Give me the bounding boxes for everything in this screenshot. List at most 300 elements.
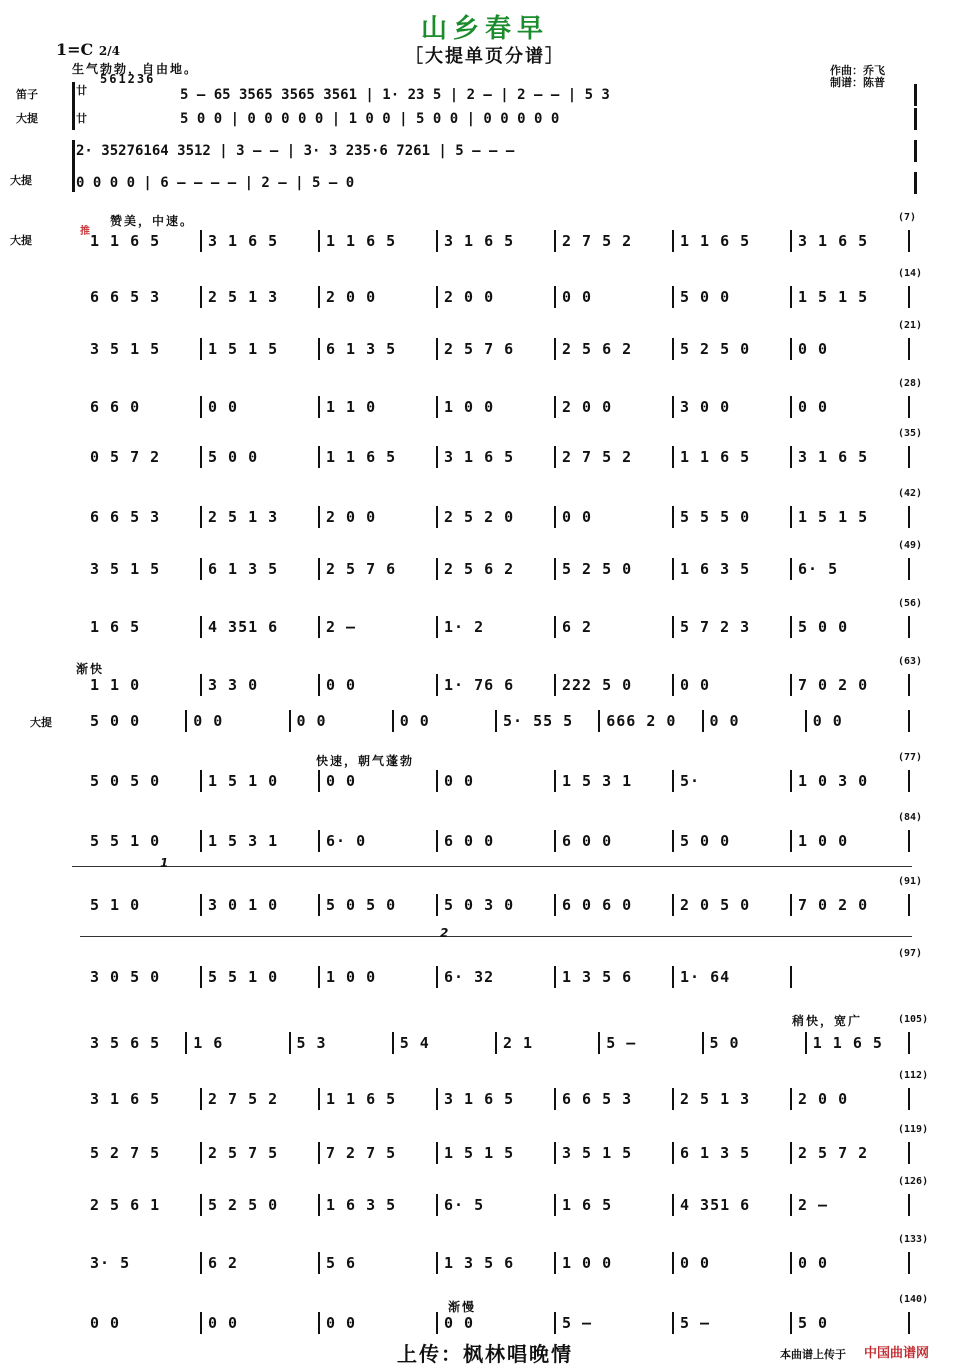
- barline: [908, 1088, 910, 1110]
- barline: [554, 1312, 556, 1334]
- measure: 3 1 6 5: [444, 1090, 515, 1108]
- barline: [598, 1032, 600, 1054]
- measure: 3 1 6 5: [90, 1090, 161, 1108]
- measure: 2 1: [503, 1034, 534, 1052]
- measure: 6· 5: [798, 560, 839, 578]
- barline: [318, 966, 320, 988]
- measure: 3 3 0: [208, 676, 259, 694]
- measure-number: (21): [898, 320, 923, 331]
- barline: [318, 1252, 320, 1274]
- barline: [790, 770, 792, 792]
- measure: 5 5 1 0: [90, 832, 161, 850]
- barline: [790, 674, 792, 696]
- barline: [554, 558, 556, 580]
- bow-push-mark: 推: [80, 226, 90, 237]
- barline: [908, 338, 910, 360]
- measure: 3 0 1 0: [208, 896, 279, 914]
- system-brace-1: [72, 82, 75, 130]
- barline: [672, 446, 674, 468]
- measure: 5 7 2 3: [680, 618, 751, 636]
- measure: 3 0 0: [680, 398, 731, 416]
- barline: [908, 1032, 910, 1054]
- intro-phrase: 561236: [100, 72, 156, 86]
- measure: 3 1 6 5: [444, 448, 515, 466]
- measure: 0 0: [208, 1314, 239, 1332]
- barline: [554, 770, 556, 792]
- measure-number: (7): [898, 212, 917, 223]
- measure: 6· 32: [444, 968, 495, 986]
- measure: 1 3 5 6: [444, 1254, 515, 1272]
- barline: [318, 558, 320, 580]
- measure: 7 0 2 0: [798, 896, 869, 914]
- barline: [436, 1252, 438, 1274]
- system-brace-2: [72, 140, 75, 192]
- measure: 4 351 6: [208, 618, 279, 636]
- intro-row-3: 2· 35276164 3512 | 3 — — | 3· 3 235·6 7261 | 5 — — —: [76, 143, 515, 159]
- barline: [200, 770, 202, 792]
- measure: 6· 5: [444, 1196, 485, 1214]
- measure: 0 0: [562, 508, 593, 526]
- measure: 2 —: [798, 1196, 829, 1214]
- barline: [392, 710, 394, 732]
- barline: [436, 830, 438, 852]
- barline: [790, 830, 792, 852]
- measure: 3 0 5 0: [90, 968, 161, 986]
- measure: 1 1 6 5: [326, 448, 397, 466]
- measure-number: (91): [898, 876, 923, 887]
- volta-1-number: 1: [160, 856, 169, 870]
- measure: 5 2 5 0: [208, 1196, 279, 1214]
- measure: 2 7 5 2: [208, 1090, 279, 1108]
- volta-2-number: 2: [440, 926, 449, 940]
- barline: [436, 966, 438, 988]
- measure: 1 6 3 5: [680, 560, 751, 578]
- measure: 5 0 5 0: [326, 896, 397, 914]
- measure: 1 1 6 5: [680, 232, 751, 250]
- barline: [495, 710, 497, 732]
- measure: 0 0: [709, 712, 740, 730]
- measure: 1 0 0: [798, 832, 849, 850]
- measure: 2 5 7 2: [798, 1144, 869, 1162]
- measure: 0 0: [326, 676, 357, 694]
- barline: [672, 1142, 674, 1164]
- barline: [289, 710, 291, 732]
- barline: [554, 1088, 556, 1110]
- measure: 1· 64: [680, 968, 731, 986]
- measure: 2 5 6 2: [562, 340, 633, 358]
- measure: 0 0: [296, 712, 327, 730]
- barline: [289, 1032, 291, 1054]
- barline: [790, 230, 792, 252]
- measure: 6 6 0: [90, 398, 141, 416]
- measure: 1 5 1 5: [444, 1144, 515, 1162]
- expression-shaokuai: 稍快，宽广: [792, 1014, 863, 1028]
- measure: 1 6 5: [90, 618, 141, 636]
- measure-number: (126): [898, 1176, 929, 1187]
- score-row: [90, 394, 918, 420]
- measure: 2 0 0: [326, 508, 377, 526]
- measure: 6· 0: [326, 832, 367, 850]
- measure: 3 1 6 5: [444, 232, 515, 250]
- measure-number: (28): [898, 378, 923, 389]
- measure: 6 2: [208, 1254, 239, 1272]
- measure: 5 0: [709, 1034, 740, 1052]
- barline: [318, 1142, 320, 1164]
- measure-number: (77): [898, 752, 923, 763]
- measure: 2 5 7 6: [326, 560, 397, 578]
- instrument-dati-2: 大提: [10, 174, 32, 187]
- measure: 2 5 6 2: [444, 560, 515, 578]
- barline: [790, 1142, 792, 1164]
- measure: 3 1 6 5: [208, 232, 279, 250]
- score-row: [90, 228, 918, 254]
- barline: [200, 674, 202, 696]
- measure: 6 1 3 5: [208, 560, 279, 578]
- score-row: [90, 504, 918, 530]
- measure: 1 5 1 5: [798, 508, 869, 526]
- barline: [200, 506, 202, 528]
- measure: 6 0 0: [444, 832, 495, 850]
- measure: 666 2 0: [606, 712, 677, 730]
- measure: 1 0 3 0: [798, 772, 869, 790]
- barline: [908, 770, 910, 792]
- measure: 222 5 0: [562, 676, 633, 694]
- barline: [908, 830, 910, 852]
- barline: [200, 338, 202, 360]
- measure: 5 2 5 0: [680, 340, 751, 358]
- barline: [790, 286, 792, 308]
- key-signature: [56, 40, 120, 59]
- barline: [790, 966, 792, 988]
- measure: 0 5 7 2: [90, 448, 161, 466]
- measure: 1 6 3 5: [326, 1196, 397, 1214]
- barline: [554, 1252, 556, 1274]
- measure: 3 5 1 5: [562, 1144, 633, 1162]
- barline: [318, 1312, 320, 1334]
- score-row: [90, 1086, 918, 1112]
- measure: 5 3: [296, 1034, 327, 1052]
- barline: [200, 894, 202, 916]
- measure: 1 5 3 1: [208, 832, 279, 850]
- barline: [914, 172, 917, 194]
- score-row: [90, 284, 918, 310]
- barline: [554, 286, 556, 308]
- barline: [908, 396, 910, 418]
- free-mark-1: 廿: [76, 84, 87, 97]
- barline: [554, 1194, 556, 1216]
- measure-number: (105): [898, 1014, 929, 1025]
- measure: 0 0: [812, 712, 843, 730]
- score-row: [90, 614, 918, 640]
- measure: 5 0 0: [680, 832, 731, 850]
- barline: [436, 616, 438, 638]
- measure: 6 6 5 3: [90, 288, 161, 306]
- uploader-credit: 上传：枫林唱晚情: [397, 1342, 573, 1366]
- measure: 3 5 6 5: [90, 1034, 161, 1052]
- score-row: [90, 444, 918, 470]
- barline: [672, 230, 674, 252]
- intro-row-4: 0 0 0 0 | 6 — — — — | 2 — | 5 — 0: [76, 175, 355, 191]
- measure: 0 0: [798, 398, 829, 416]
- score-row: [90, 708, 918, 734]
- measure: 5 —: [562, 1314, 593, 1332]
- measure-number: (84): [898, 812, 923, 823]
- expression-jiankuai: 渐快: [76, 662, 105, 676]
- score-row: [90, 964, 918, 990]
- measure: 6 1 3 5: [680, 1144, 751, 1162]
- key-text: 1=C: [56, 40, 94, 59]
- barline: [318, 286, 320, 308]
- measure: 5 0 5 0: [90, 772, 161, 790]
- barline: [908, 1312, 910, 1334]
- barline: [554, 338, 556, 360]
- barline: [554, 1142, 556, 1164]
- barline: [436, 558, 438, 580]
- site-logo: 中国曲谱网: [864, 1346, 930, 1361]
- barline: [672, 396, 674, 418]
- barline: [672, 1088, 674, 1110]
- barline: [908, 230, 910, 252]
- measure-number: (35): [898, 428, 923, 439]
- barline: [672, 338, 674, 360]
- barline: [908, 1194, 910, 1216]
- measure: 2 —: [326, 618, 357, 636]
- intro-expression: 生气勃勃，自由地。: [72, 62, 199, 76]
- measure-number: (49): [898, 540, 923, 551]
- score-row: [90, 672, 918, 698]
- barline: [908, 894, 910, 916]
- measure: 0 0: [798, 1254, 829, 1272]
- barline: [790, 1194, 792, 1216]
- barline: [672, 1194, 674, 1216]
- measure: 2 7 5 2: [562, 448, 633, 466]
- measure-number: (133): [898, 1234, 929, 1245]
- barline: [908, 446, 910, 468]
- barline: [702, 710, 704, 732]
- measure: 3 1 6 5: [798, 448, 869, 466]
- measure: 5 4: [399, 1034, 430, 1052]
- barline: [908, 1142, 910, 1164]
- barline: [672, 966, 674, 988]
- barline: [790, 558, 792, 580]
- measure: 3· 5: [90, 1254, 131, 1272]
- measure: 0 0: [193, 712, 224, 730]
- barline: [436, 894, 438, 916]
- barline: [672, 674, 674, 696]
- measure: 2 5 1 3: [208, 288, 279, 306]
- measure: 6 2: [562, 618, 593, 636]
- barline: [200, 396, 202, 418]
- measure: 6 0 0: [562, 832, 613, 850]
- measure: 2 5 1 3: [208, 508, 279, 526]
- barline: [672, 830, 674, 852]
- barline: [318, 894, 320, 916]
- staff-label-main: 大提: [10, 234, 32, 247]
- barline: [790, 338, 792, 360]
- measure: 2 5 7 6: [444, 340, 515, 358]
- measure: 0 0: [208, 398, 239, 416]
- volta-2-line: [80, 936, 912, 937]
- measure: 0 0: [326, 1314, 357, 1332]
- barline: [392, 1032, 394, 1054]
- expression-zanmei: 赞美，中速。: [110, 214, 195, 228]
- barline: [672, 616, 674, 638]
- barline: [908, 674, 910, 696]
- measure: 6 6 5 3: [90, 508, 161, 526]
- measure-number: (97): [898, 948, 923, 959]
- measure: 5 5 5 0: [680, 508, 751, 526]
- barline: [554, 966, 556, 988]
- measure: 7 2 7 5: [326, 1144, 397, 1162]
- barline: [598, 710, 600, 732]
- measure: 5 5 1 0: [208, 968, 279, 986]
- score-row: [90, 1140, 918, 1166]
- measure: 2 5 1 3: [680, 1090, 751, 1108]
- measure: 2 0 0: [798, 1090, 849, 1108]
- measure: 5 —: [680, 1314, 711, 1332]
- barline: [318, 1194, 320, 1216]
- barline: [908, 710, 910, 732]
- score-row: [90, 1030, 918, 1056]
- barline: [436, 1194, 438, 1216]
- barline: [436, 1142, 438, 1164]
- measure: 5·: [680, 772, 701, 790]
- measure: 1 1 0: [90, 676, 141, 694]
- measure: 5 1 0: [90, 896, 141, 914]
- measure: 2 5 2 0: [444, 508, 515, 526]
- barline: [200, 1252, 202, 1274]
- source-note: 本曲谱上传于: [780, 1348, 846, 1361]
- barline: [554, 894, 556, 916]
- barline: [554, 446, 556, 468]
- score-row: [90, 828, 918, 854]
- measure: 0 0: [680, 1254, 711, 1272]
- measure: 5· 55 5: [503, 712, 574, 730]
- barline: [185, 710, 187, 732]
- measure: 0 0: [399, 712, 430, 730]
- free-mark-2: 廿: [76, 112, 87, 125]
- barline: [790, 1088, 792, 1110]
- barline: [185, 1032, 187, 1054]
- measure: 0 0: [444, 772, 475, 790]
- barline: [672, 1252, 674, 1274]
- barline: [318, 674, 320, 696]
- barline: [200, 966, 202, 988]
- barline: [436, 446, 438, 468]
- barline: [200, 558, 202, 580]
- measure: 0 0: [90, 1314, 121, 1332]
- measure-number: (112): [898, 1070, 929, 1081]
- measure: 3 5 1 5: [90, 340, 161, 358]
- arranger: 制谱：陈普: [830, 76, 885, 89]
- measure: 0 0: [680, 676, 711, 694]
- measure: 5 6: [326, 1254, 357, 1272]
- measure: 0 0: [444, 1314, 475, 1332]
- measure-number: (63): [898, 656, 923, 667]
- barline: [914, 140, 917, 162]
- barline: [318, 830, 320, 852]
- score-row: [90, 1310, 918, 1336]
- barline: [318, 396, 320, 418]
- measure-number: (42): [898, 488, 923, 499]
- barline: [672, 894, 674, 916]
- barline: [672, 286, 674, 308]
- barline: [908, 286, 910, 308]
- barline: [554, 674, 556, 696]
- intro-row-1: 5 — 65 3565 3565 3561 | 1· 23 5 | 2 — | 2 — — | 5 3: [180, 87, 610, 103]
- instrument-dizi: 笛子: [16, 88, 38, 101]
- barline: [200, 1142, 202, 1164]
- measure: 1 6: [193, 1034, 224, 1052]
- barline: [318, 230, 320, 252]
- barline: [318, 770, 320, 792]
- measure: 1 1 6 5: [326, 232, 397, 250]
- score-row: [90, 1192, 918, 1218]
- measure: 1 0 0: [562, 1254, 613, 1272]
- score-row: [90, 556, 918, 582]
- measure: 5 0 3 0: [444, 896, 515, 914]
- barline: [318, 446, 320, 468]
- measure: 5 0 0: [90, 712, 141, 730]
- barline: [436, 286, 438, 308]
- measure: 1 5 1 5: [208, 340, 279, 358]
- barline: [318, 616, 320, 638]
- measure: 0 0: [326, 772, 357, 790]
- barline: [200, 446, 202, 468]
- measure: 6 1 3 5: [326, 340, 397, 358]
- barline: [908, 506, 910, 528]
- barline: [914, 108, 917, 130]
- barline: [672, 770, 674, 792]
- score-row: [90, 892, 918, 918]
- score-row: [90, 1250, 918, 1276]
- barline: [554, 830, 556, 852]
- barline: [805, 1032, 807, 1054]
- measure: 3 1 6 5: [798, 232, 869, 250]
- barline: [908, 616, 910, 638]
- barline: [790, 1252, 792, 1274]
- barline: [200, 286, 202, 308]
- expression-jianman: 渐慢: [448, 1300, 477, 1314]
- measure: 1· 2: [444, 618, 485, 636]
- measure: 1 5 3 1: [562, 772, 633, 790]
- barline: [672, 506, 674, 528]
- score-subtitle: ［大提单页分谱］: [405, 46, 565, 67]
- measure: 5 0 0: [798, 618, 849, 636]
- measure: 1· 76 6: [444, 676, 515, 694]
- measure: 5 0: [798, 1314, 829, 1332]
- measure: 5 0 0: [208, 448, 259, 466]
- barline: [436, 674, 438, 696]
- time-signature: 2/4: [98, 44, 120, 58]
- measure-number: (140): [898, 1294, 929, 1305]
- measure: 1 5 1 0: [208, 772, 279, 790]
- barline: [805, 710, 807, 732]
- measure: 2 0 0: [326, 288, 377, 306]
- barline: [672, 558, 674, 580]
- barline: [790, 396, 792, 418]
- barline: [200, 1088, 202, 1110]
- barline: [702, 1032, 704, 1054]
- barline: [436, 396, 438, 418]
- measure-number: (14): [898, 268, 923, 279]
- barline: [914, 84, 917, 106]
- barline: [790, 1312, 792, 1334]
- measure: 2 5 7 5: [208, 1144, 279, 1162]
- measure: 1 6 5: [562, 1196, 613, 1214]
- barline: [436, 1088, 438, 1110]
- measure: 1 1 6 5: [90, 232, 161, 250]
